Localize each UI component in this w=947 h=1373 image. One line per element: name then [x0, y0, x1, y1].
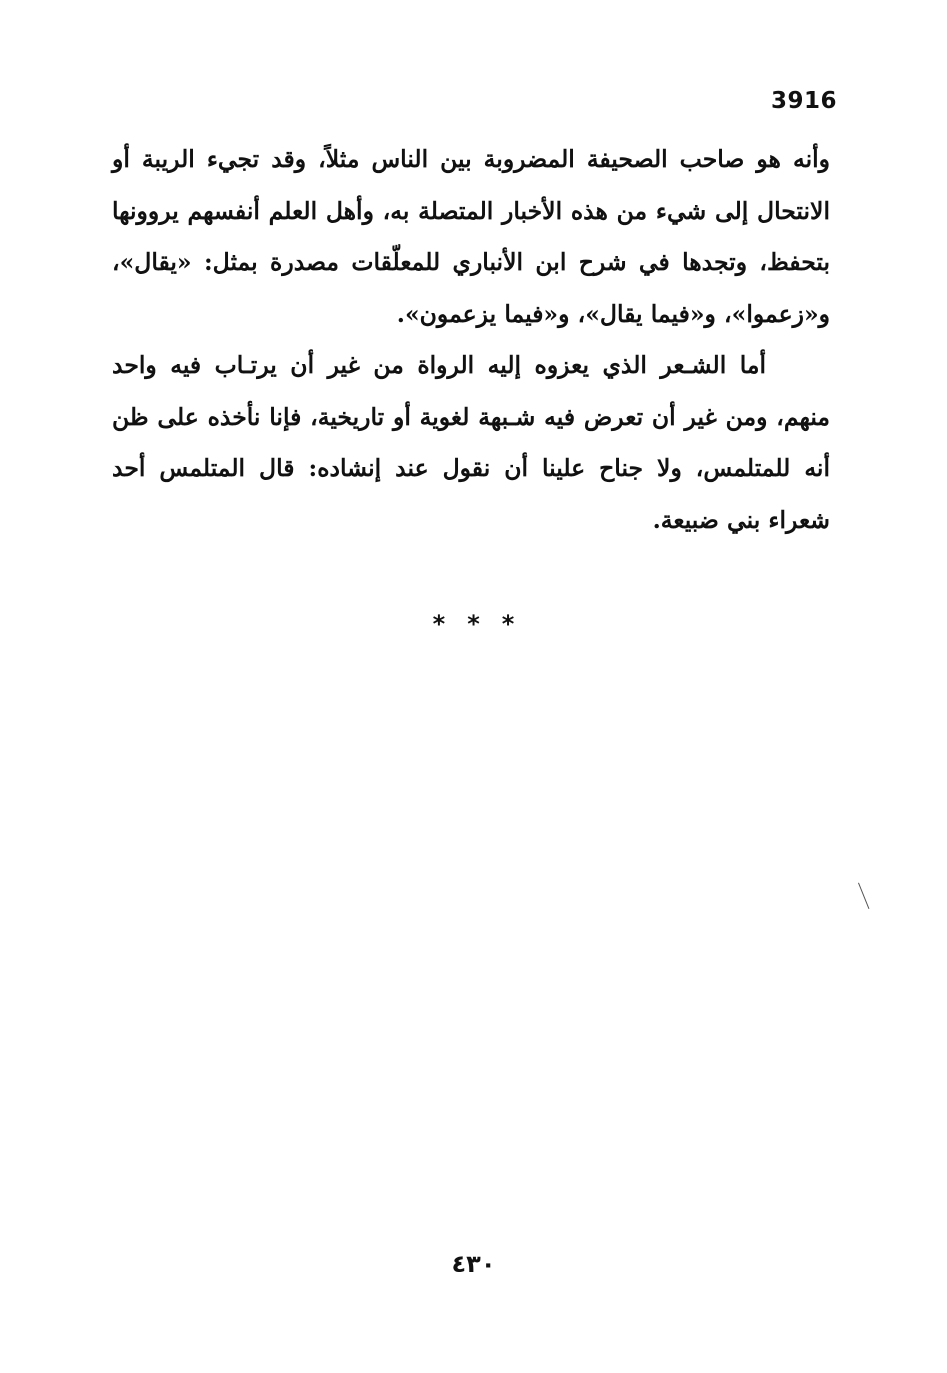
page-code: 3916 [770, 88, 837, 114]
body-text [112, 134, 830, 546]
page-number: ٤٣٠ [451, 1250, 496, 1278]
paragraph-2: أما الشـعر الذي يعزوه إليه الرواة من غير أن يرتـاب فيه واحد منهم، ومن غير أن تعرض فيه شـبهة لغوية أو تاريخية، فإنا نأخذه على ظن أنه للمتلمس، ولا جناح علينا أن نقول عند إنشاده: قال المتلمس أحد شعراء بني ضبيعة. [112, 351, 830, 534]
paragraph-1: وأنه هو صاحب الصحيفة المضروبة بين الناس مثلاً، وقد تجيء الريبة أو الانتحال إلى شيء من هذه الأخبار المتصلة به، وأهل العلم أنفسهم يروونها بتحفظ، وتجدها في شرح ابن الأنباري للمعلّقات مصدرة بمثل: «يقال»، و«زعموا»، و«فيما يقال»، و«فيما يزعمون». [112, 145, 830, 328]
margin-mark [858, 882, 871, 909]
section-separator: *** [432, 610, 537, 638]
